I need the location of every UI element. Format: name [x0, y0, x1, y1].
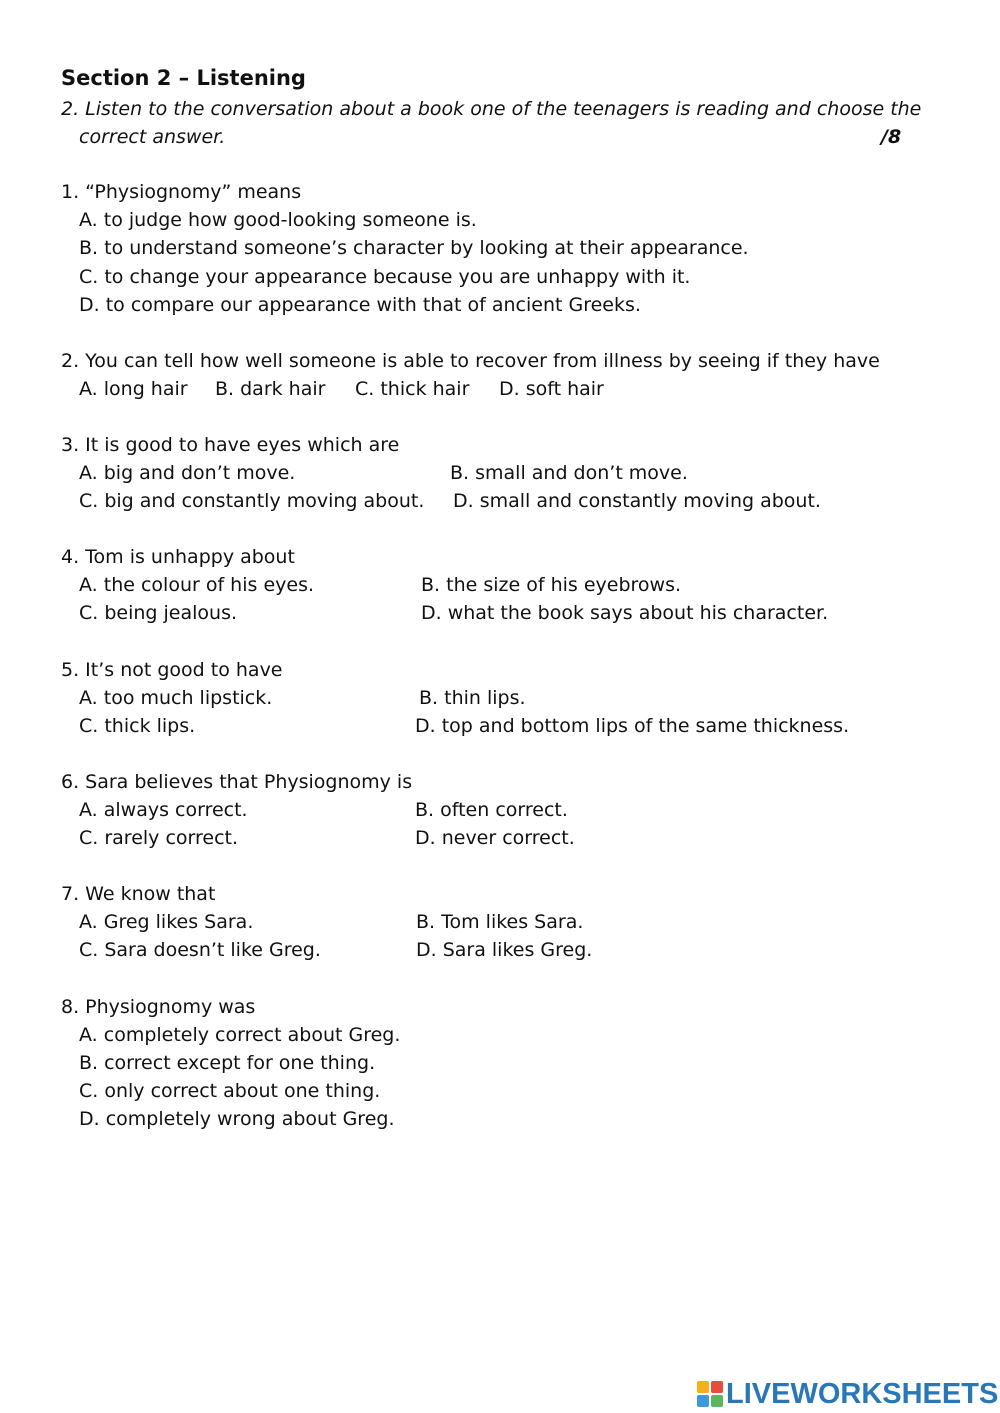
answer-option[interactable]: C. being jealous.	[79, 602, 238, 624]
score-label: /8	[881, 126, 902, 148]
question-prompt: 1. “Physiognomy” means	[61, 181, 302, 203]
answer-option[interactable]: B. correct except for one thing.	[79, 1052, 376, 1074]
answer-option[interactable]: D. never correct.	[415, 827, 575, 849]
answer-option[interactable]: D. completely wrong about Greg.	[79, 1108, 395, 1130]
question-prompt: 8. Physiognomy was	[61, 996, 256, 1018]
answer-option[interactable]: A. long hair	[79, 378, 188, 400]
question-prompt: 2. You can tell how well someone is able to recover from illness by seeing if they have	[61, 350, 880, 372]
question-prompt: 7. We know that	[61, 883, 216, 905]
answer-option[interactable]: C. to change your appearance because you are unhappy with it.	[79, 266, 691, 288]
answer-option[interactable]: A. the colour of his eyes.	[79, 574, 315, 596]
liveworksheets-logo	[697, 1378, 998, 1410]
answer-option[interactable]: A. to judge how good-looking someone is.	[79, 209, 477, 231]
answer-option[interactable]: B. dark hair	[215, 378, 326, 400]
answer-option[interactable]: B. often correct.	[415, 799, 568, 821]
answer-option[interactable]: D. small and constantly moving about.	[453, 490, 821, 512]
section-title: Section 2 – Listening	[61, 66, 306, 90]
question-prompt: 3. It is good to have eyes which are	[61, 434, 400, 456]
answer-option[interactable]: A. completely correct about Greg.	[79, 1024, 401, 1046]
answer-option[interactable]: D. soft hair	[499, 378, 604, 400]
answer-option[interactable]: C. thick lips.	[79, 715, 196, 737]
liveworksheets-logo-icon	[697, 1381, 723, 1407]
answer-option[interactable]: A. always correct.	[79, 799, 248, 821]
answer-option[interactable]: D. top and bottom lips of the same thickness.	[415, 715, 850, 737]
instruction-line-2: correct answer.	[79, 126, 226, 148]
answer-option[interactable]: A. Greg likes Sara.	[79, 911, 254, 933]
answer-option[interactable]: B. Tom likes Sara.	[416, 911, 584, 933]
instruction-line-1: 2. Listen to the conversation about a book one of the teenagers is reading and choose the	[61, 98, 922, 120]
question-prompt: 6. Sara believes that Physiognomy is	[61, 771, 413, 793]
answer-option[interactable]: D. what the book says about his character.	[421, 602, 829, 624]
answer-option[interactable]: B. small and don’t move.	[450, 462, 688, 484]
answer-option[interactable]: B. thin lips.	[419, 687, 526, 709]
logo-text: LIVEWORKSHEETS	[726, 1377, 999, 1410]
answer-option[interactable]: C. only correct about one thing.	[79, 1080, 381, 1102]
answer-option[interactable]: C. thick hair	[355, 378, 470, 400]
answer-option[interactable]: B. to understand someone’s character by looking at their appearance.	[79, 237, 749, 259]
answer-option[interactable]: C. big and constantly moving about.	[79, 490, 425, 512]
answer-option[interactable]: C. rarely correct.	[79, 827, 239, 849]
question-prompt: 5. It’s not good to have	[61, 659, 283, 681]
answer-option[interactable]: A. too much lipstick.	[79, 687, 273, 709]
answer-option[interactable]: A. big and don’t move.	[79, 462, 296, 484]
answer-option[interactable]: D. Sara likes Greg.	[416, 939, 593, 961]
answer-option[interactable]: C. Sara doesn’t like Greg.	[79, 939, 321, 961]
question-prompt: 4. Tom is unhappy about	[61, 546, 295, 568]
answer-option[interactable]: D. to compare our appearance with that of ancient Greeks.	[79, 294, 641, 316]
answer-option[interactable]: B. the size of his eyebrows.	[421, 574, 682, 596]
